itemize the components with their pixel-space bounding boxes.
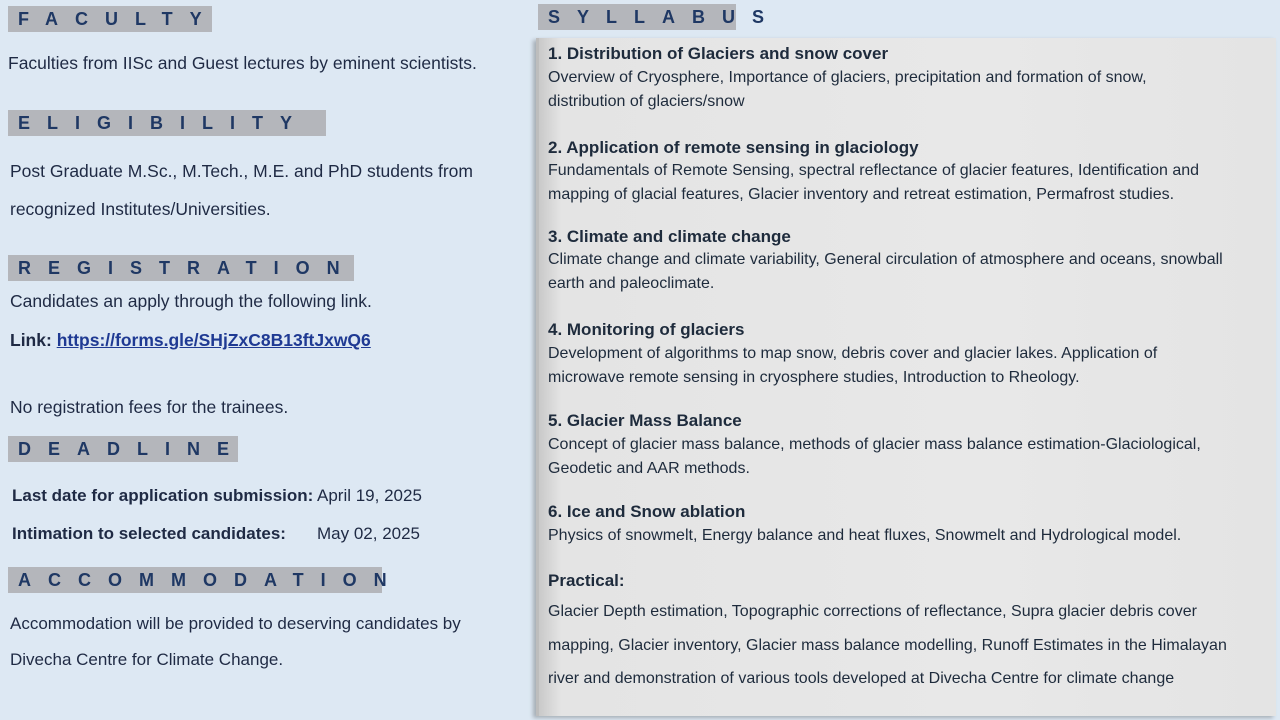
intimation-label: Intimation to selected candidates:	[12, 524, 286, 543]
eligibility-line1: Post Graduate M.Sc., M.Tech., M.E. and PhD students from	[10, 161, 473, 181]
accommodation-line2: Divecha Centre for Climate Change.	[10, 650, 284, 669]
eligibility-header: ELIGIBILITY	[8, 110, 326, 136]
deadline-header: DEADLINE	[8, 436, 238, 462]
syllabus-section-3-desc: Climate change and climate variability, General circulation of atmosphere and oceans, snowball earth and paleoclimate.	[548, 251, 1223, 292]
practical-title: Practical:	[548, 571, 625, 590]
faculty-header: FACULTY	[8, 6, 212, 32]
registration-fees: No registration fees for the trainees.	[10, 397, 289, 417]
eligibility-line2: recognized Institutes/Universities.	[10, 199, 271, 219]
syllabus-section-2-desc: Fundamentals of Remote Sensing, spectral reflectance of glacier features, Identification and mapping of glacial features, Glacier inventory and retreat estimation, Permafrost studies.	[548, 162, 1200, 203]
syllabus-section-5-desc: Concept of glacier mass balance, methods of glacier mass balance estimation-Glaciological, Geodetic and AAR methods.	[548, 436, 1201, 477]
syllabus-section-1-title: 1. Distribution of Glaciers and snow cover	[548, 44, 889, 63]
application-deadline-label: Last date for application submission:	[12, 486, 314, 505]
intimation-date: May 02, 2025	[317, 524, 421, 543]
syllabus-section-5-title: 5. Glacier Mass Balance	[548, 411, 742, 430]
syllabus-section-6-title: 6. Ice and Snow ablation	[548, 502, 746, 521]
accommodation-header: ACCOMMODATION	[8, 567, 382, 593]
registration-form-link[interactable]: https://forms.gle/SHjZxC8B13ftJxwQ6	[56, 330, 371, 350]
syllabus-section-4-title: 4. Monitoring of glaciers	[548, 320, 745, 339]
accommodation-line1: Accommodation will be provided to deserving candidates by	[10, 614, 461, 633]
registration-header: REGISTRATION	[8, 255, 354, 281]
syllabus-section-4-desc: Development of algorithms to map snow, debris cover and glacier lakes. Application of microwave remote sensing in cryosphere studies, Introduction to Rheology.	[548, 345, 1158, 386]
faculty-text: Faculties from IISc and Guest lectures by eminent scientists.	[8, 53, 477, 73]
application-deadline-date: April 19, 2025	[317, 486, 422, 505]
syllabus-section-1-desc: Overview of Cryosphere, Importance of glaciers, precipitation and formation of snow, distribution of glaciers/snow	[548, 69, 1147, 110]
registration-text: Candidates an apply through the following link.	[10, 291, 372, 311]
syllabus-section-6-desc: Physics of snowmelt, Energy balance and heat fluxes, Snowmelt and Hydrological model.	[548, 527, 1182, 544]
link-label: Link:	[10, 330, 52, 350]
practical-desc: Glacier Depth estimation, Topographic corrections of reflectance, Supra glacier debris cover mapping, Glacier inventory, Glacier mass balance modelling, Runoff Estimates in the Himalayan river and demonstration of various tools developed at Divecha Centre for climate change	[548, 603, 1227, 687]
syllabus-section-3-title: 3. Climate and climate change	[548, 227, 791, 246]
registration-link-row	[10, 330, 371, 351]
syllabus-header: SYLLABUS	[538, 4, 736, 30]
syllabus-section-2-title: 2. Application of remote sensing in glaciology	[548, 138, 919, 157]
